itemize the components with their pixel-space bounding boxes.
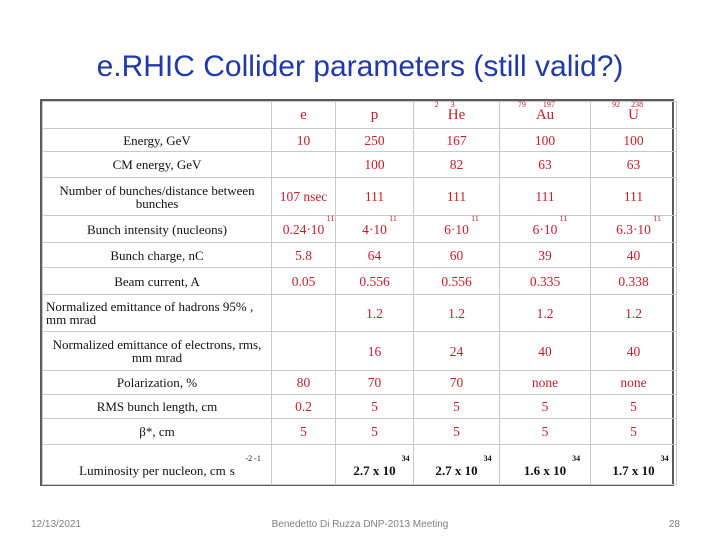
cell-u: 63 xyxy=(591,152,677,178)
cell-he: 1.2 xyxy=(414,295,500,332)
cell-au: 39 xyxy=(500,243,591,268)
cell-au: none xyxy=(500,371,591,395)
row-label: Bunch charge, nC xyxy=(43,243,272,268)
cell-e xyxy=(272,152,336,178)
row-label: Normalized emittance of electrons, rms, mm mrad xyxy=(43,332,272,371)
cell-he: 5 xyxy=(414,395,500,419)
row-label: Energy, GeV xyxy=(43,129,272,152)
table-row xyxy=(43,295,677,332)
row-label: β*, cm xyxy=(43,419,272,445)
cell-u: 100 xyxy=(591,129,677,152)
cell-au: 111 xyxy=(500,178,591,216)
row-label: Beam current, A xyxy=(43,268,272,295)
row-label: CM energy, GeV xyxy=(43,152,272,178)
row-label: RMS bunch length, cm xyxy=(43,395,272,419)
cell-p: 100 xyxy=(336,152,414,178)
cell-p: 111 xyxy=(336,178,414,216)
cell-he: 0.556 xyxy=(414,268,500,295)
cell-u: 1.2 xyxy=(591,295,677,332)
cell-u: 111 xyxy=(591,178,677,216)
cell-e: 10 xyxy=(272,129,336,152)
table-row xyxy=(43,216,677,243)
cell-e: 80 xyxy=(272,371,336,395)
cell-he: 2.7 x 10 34 xyxy=(414,445,500,485)
table-row xyxy=(43,371,677,395)
cell-e: 107 nsec xyxy=(272,178,336,216)
cell-he: 70 xyxy=(414,371,500,395)
cell-p: 4·10 11 xyxy=(336,216,414,243)
row-label: Luminosity per nucleon, cm -2 -1 s xyxy=(43,445,272,485)
cell-au: 40 xyxy=(500,332,591,371)
table-row xyxy=(43,395,677,419)
cell-p: 64 xyxy=(336,243,414,268)
cell-e: 5 xyxy=(272,419,336,445)
cell-p: 70 xyxy=(336,371,414,395)
row-label: Number of bunches/distance between bunches xyxy=(43,178,272,216)
cell-e xyxy=(272,445,336,485)
table-row xyxy=(43,268,677,295)
cell-p: 1.2 xyxy=(336,295,414,332)
cell-au: 6·10 11 xyxy=(500,216,591,243)
cell-u: 40 xyxy=(591,243,677,268)
cell-au: 5 xyxy=(500,395,591,419)
cell-p: 250 xyxy=(336,129,414,152)
cell-u: none xyxy=(591,371,677,395)
footer-author: Benedetto Di Ruzza DNP-2013 Meeting xyxy=(271,519,449,530)
table-row xyxy=(43,445,677,485)
footer-date: 12/13/2021 xyxy=(31,519,82,530)
table-row xyxy=(43,243,677,268)
header-label-cell xyxy=(43,102,272,129)
table-row xyxy=(43,178,677,216)
cell-u: 40 xyxy=(591,332,677,371)
header-au: 79 197 Au xyxy=(500,102,591,129)
cell-p: 5 xyxy=(336,395,414,419)
cell-e xyxy=(272,332,336,371)
cell-u: 0.338 xyxy=(591,268,677,295)
header-he: 2 3 He xyxy=(414,102,500,129)
cell-e: 0.24·10 11 xyxy=(272,216,336,243)
cell-he: 6·10 11 xyxy=(414,216,500,243)
row-label: Bunch intensity (nucleons) xyxy=(43,216,272,243)
cell-au: 100 xyxy=(500,129,591,152)
parameters-table xyxy=(40,99,674,486)
cell-he: 24 xyxy=(414,332,500,371)
cell-u: 5 xyxy=(591,419,677,445)
page-number: 28 xyxy=(668,519,680,530)
cell-u: 6.3·10 11 xyxy=(591,216,677,243)
header-row xyxy=(43,102,677,129)
cell-u: 5 xyxy=(591,395,677,419)
cell-e: 0.2 xyxy=(272,395,336,419)
table-row xyxy=(43,332,677,371)
table-row xyxy=(43,419,677,445)
cell-u: 1.7 x 10 34 xyxy=(591,445,677,485)
header-p: p xyxy=(336,102,414,129)
table-row xyxy=(43,129,677,152)
header-u: 92 238 U xyxy=(591,102,677,129)
cell-au: 5 xyxy=(500,419,591,445)
row-label: Polarization, % xyxy=(43,371,272,395)
cell-au: 0.335 xyxy=(500,268,591,295)
row-label: Normalized emittance of hadrons 95% , mm mrad xyxy=(43,295,272,332)
cell-he: 111 xyxy=(414,178,500,216)
slide-title: e.RHIC Collider parameters (still valid?) xyxy=(96,50,624,83)
cell-e xyxy=(272,295,336,332)
cell-p: 0.556 xyxy=(336,268,414,295)
cell-he: 5 xyxy=(414,419,500,445)
cell-p: 16 xyxy=(336,332,414,371)
cell-he: 167 xyxy=(414,129,500,152)
cell-p: 2.7 x 10 34 xyxy=(336,445,414,485)
cell-au: 63 xyxy=(500,152,591,178)
table-row xyxy=(43,152,677,178)
cell-he: 82 xyxy=(414,152,500,178)
header-e: e xyxy=(272,102,336,129)
cell-au: 1.2 xyxy=(500,295,591,332)
cell-e: 0.05 xyxy=(272,268,336,295)
cell-au: 1.6 x 10 34 xyxy=(500,445,591,485)
cell-p: 5 xyxy=(336,419,414,445)
cell-he: 60 xyxy=(414,243,500,268)
cell-e: 5.8 xyxy=(272,243,336,268)
